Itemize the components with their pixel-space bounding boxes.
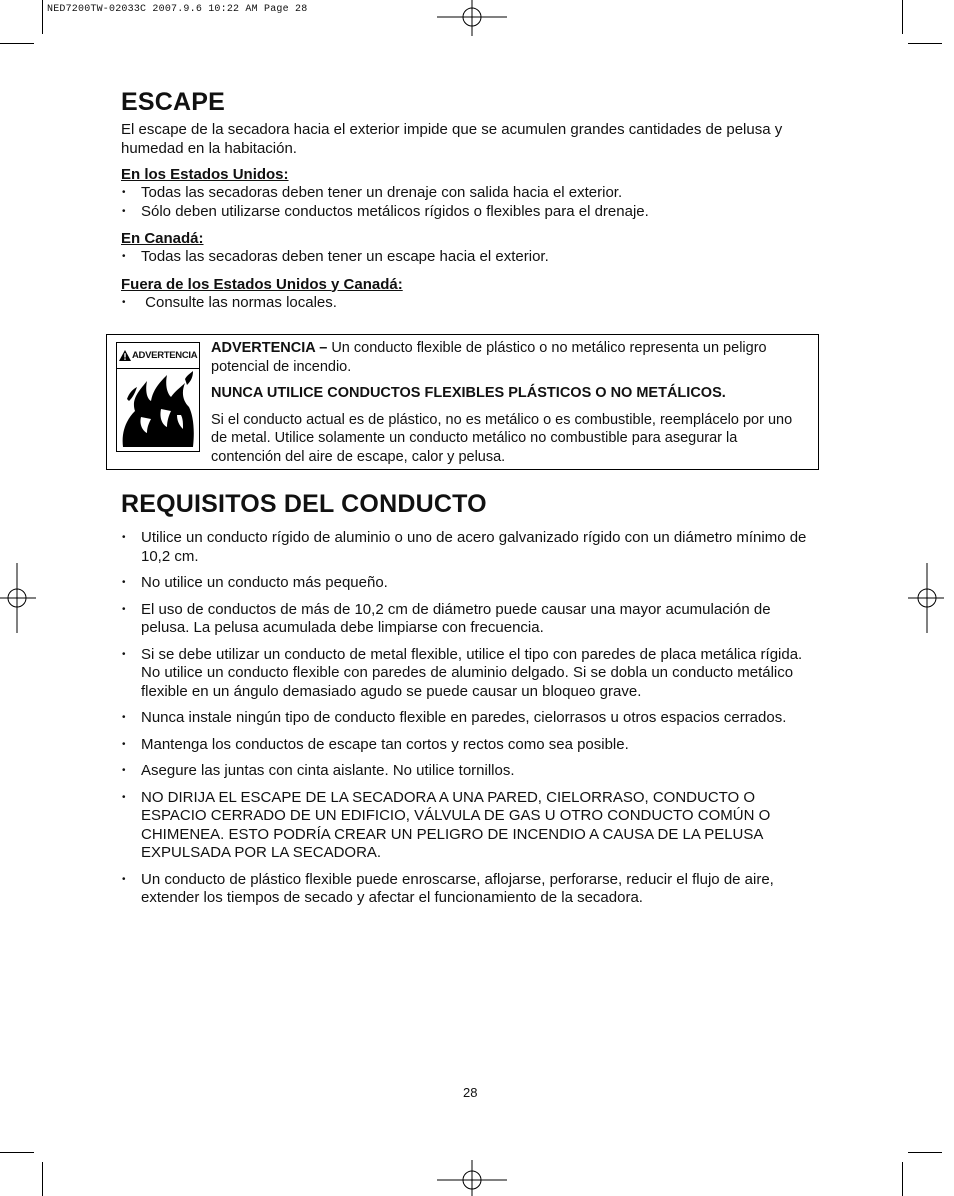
fire-warning-icon [116,342,200,452]
list-item: • NO DIRIJA EL ESCAPE DE LA SECADORA A UNA PARED, CIELORRASO, CONDUCTO O ESPACIO CERRADO DE UN EDIFICIO, VÁLVULA DE GAS U OTRO CONDUCTO COMÚN O CHIMENEA. ESTO PODRÍA CREAR UN PELIGRO DE INCENDIO A CAUSA DE LA PELUSA EXPULSADA POR LA SECADORA. [122,788,771,861]
list-item: • Si se debe utilizar un conducto de metal flexible, utilice el tipo con paredes de placa metálica rígida. No utilice un conducto flexible con paredes de aluminio delgado. Si se dobla un conducto metálico flexible en un ángulo demasiado agudo se puede causar un bloqueo grave. [122,645,803,700]
list-item: • Todas las secadoras deben tener un drenaje con salida hacia el exterior. [122,184,623,201]
list-item: • No utilice un conducto más pequeño. [122,574,388,591]
outside-heading: Fuera de los Estados Unidos y Canadá: [121,275,403,293]
registration-mark-left [0,563,36,633]
list-item: • Un conducto de plástico flexible puede enroscarse, aflojarse, perforarse, reducir el flujo de aire, extender los tiempos de secado y afectar el funcionamiento de la secadora. [122,870,774,906]
warning-triangle-icon [119,350,131,361]
warning-body: Si el conducto actual es de plástico, no es metálico o es combustible, reemplácelo por uno de metal. Utilice solamente un conducto metálico no combustible para asegurar la contención del aire de escape, calor y pelusa. [211,411,793,465]
requirements-list [121,529,821,908]
list-item: • Todas las secadoras deben tener un escape hacia el exterior. [122,248,549,265]
list-item: • Consulte las normas locales. [122,293,337,311]
warning-label: ADVERTENCIA [117,343,199,369]
list-item: • Asegure las juntas con cinta aislante. No utilice tornillos. [122,762,515,779]
fire-icon [117,369,198,451]
registration-mark-top [437,0,507,36]
warning-caps: NUNCA UTILICE CONDUCTOS FLEXIBLES PLÁSTICOS O NO METÁLICOS. [211,385,726,401]
canada-heading: En Canadá: [121,230,204,247]
usa-heading: En los Estados Unidos: [121,166,289,183]
requirements-title: REQUISITOS DEL CONDUCTO [121,490,487,518]
list-item: • Nunca instale ningún tipo de conducto flexible en paredes, cielorrasos u otros espacios cerrados. [122,709,787,726]
fire-warning-box [106,334,819,470]
escape-section [121,88,821,312]
warning-lead: ADVERTENCIA – Un conducto flexible de plástico o no metálico representa un peligro potencial de incendio. [211,340,767,375]
requirements-section [121,490,821,916]
list-item: • Mantenga los conductos de escape tan cortos y rectos como sea posible. [122,735,629,753]
registration-mark-right [908,563,944,633]
warning-text [211,339,811,466]
escape-intro: El escape de la secadora hacia el exterior impide que se acumulen grandes cantidades de pelusa y humedad en la habitación. [121,121,783,157]
print-slug: NED7200TW-02033C 2007.9.6 10:22 AM Page 28 [47,4,308,15]
escape-title: ESCAPE [121,88,226,116]
registration-mark-bottom [437,1160,507,1196]
page-number: 28 [463,1085,478,1100]
list-item: • El uso de conductos de más de 10,2 cm de diámetro puede causar una mayor acumulación de pelusa. La pelusa acumulada debe limpiarse con frecuencia. [122,600,771,636]
list-item: • Sólo deben utilizarse conductos metálicos rígidos o flexibles para el drenaje. [122,202,649,220]
list-item: • Utilice un conducto rígido de aluminio o uno de acero galvanizado rígido con un diámetro mínimo de 10,2 cm. [122,529,807,565]
